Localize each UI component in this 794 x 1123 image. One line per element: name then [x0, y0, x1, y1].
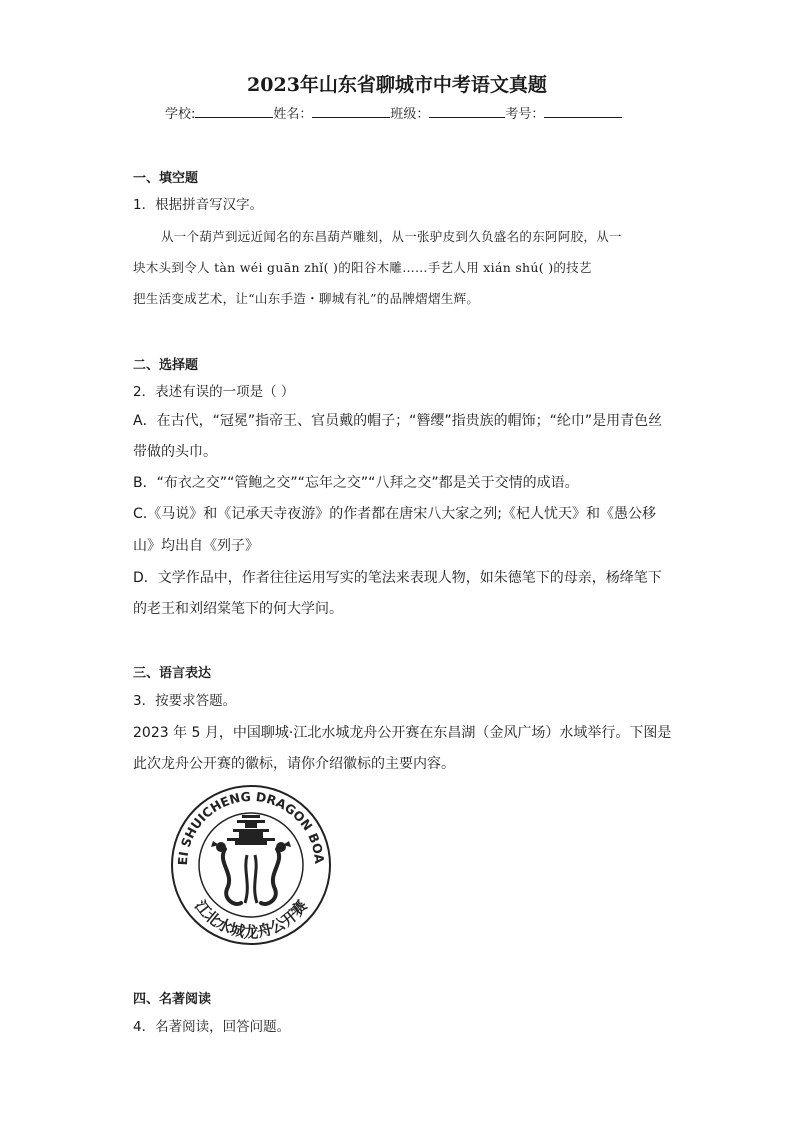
question-1-passage-line: 块木头到令人 tàn wéi guān zhǐ( )的阳谷木雕……手艺人用 xián shú( )的技艺	[133, 260, 592, 275]
question-2-prompt: 2．表述有误的一项是（ ）	[133, 384, 295, 400]
option-b-line: B．“布衣之交”“管鲍之交”“忘年之交”“八拜之交”都是关于交情的成语。	[133, 475, 579, 491]
logo-text-chinese: 江北水城龙舟公开赛	[191, 896, 311, 941]
question-3-prompt: 3．按要求答题。	[133, 693, 237, 709]
section-heading-classic-reading: 四、名著阅读	[133, 992, 212, 1007]
dragon-icon	[223, 849, 279, 904]
dragon-boat-emblem	[165, 785, 337, 945]
pavilion-icon	[227, 815, 275, 845]
question-4-prompt: 4．名著阅读，回答问题。	[133, 1019, 291, 1035]
class-blank	[429, 105, 505, 118]
section-heading-multiple-choice: 二、选择题	[133, 358, 199, 373]
option-d-line: 的老王和刘绍棠笔下的何大学问。	[133, 601, 343, 617]
option-c-line: 山》均出自《列子》	[133, 538, 259, 554]
option-a-line: A．在古代，“冠冕”指帝王、官员戴的帽子；“簪缨”指贵族的帽饰；“纶巾”是用青色丝	[133, 413, 663, 429]
question-1-passage-line: 把生活变成艺术，让“山东手造・聊城有礼”的品牌熠熠生辉。	[133, 291, 480, 306]
question-1-prompt: 1．根据拼音写汉字。	[133, 197, 264, 213]
section-heading-fill-blank: 一、填空题	[133, 171, 199, 186]
logo-text-english: EI SHUICHENG DRAGON BOA	[174, 788, 328, 866]
section-heading-language-expression: 三、语言表达	[133, 666, 212, 681]
exam-no-blank	[544, 105, 622, 118]
wave-icon	[245, 855, 257, 903]
question-3-text-line: 2023 年 5 月，中国聊城·江北水城龙舟公开赛在东昌湖（金风广场）水域举行。下图是	[133, 725, 672, 741]
name-blank	[312, 105, 390, 118]
option-d-line: D．文学作品中，作者往往运用写实的笔法来表现人物，如朱德笔下的母亲，杨绛笔下	[133, 570, 662, 586]
exam-no-label: 考号：	[505, 107, 545, 122]
page-title: 2023年山东省聊城市中考语文真题	[247, 74, 547, 96]
option-c-line: C.《马说》和《记承天寺夜游》的作者都在唐宋八大家之列;《杞人忧天》和《愚公移	[133, 506, 656, 522]
school-blank	[195, 105, 273, 118]
name-label: 姓名：	[273, 107, 313, 122]
question-1-passage-line: 从一个葫芦到远近闻名的东昌葫芦雕刻，从一张驴皮到久负盛名的东阿阿胶，从一	[161, 229, 622, 244]
option-a-line: 带做的头巾。	[133, 444, 217, 460]
school-label: 学校:	[165, 107, 196, 122]
question-3-text-line: 此次龙舟公开赛的徽标，请你介绍徽标的主要内容。	[133, 756, 455, 772]
student-info-line	[165, 103, 622, 122]
class-label: 班级：	[390, 107, 430, 122]
dragon-boat-logo	[165, 785, 337, 945]
